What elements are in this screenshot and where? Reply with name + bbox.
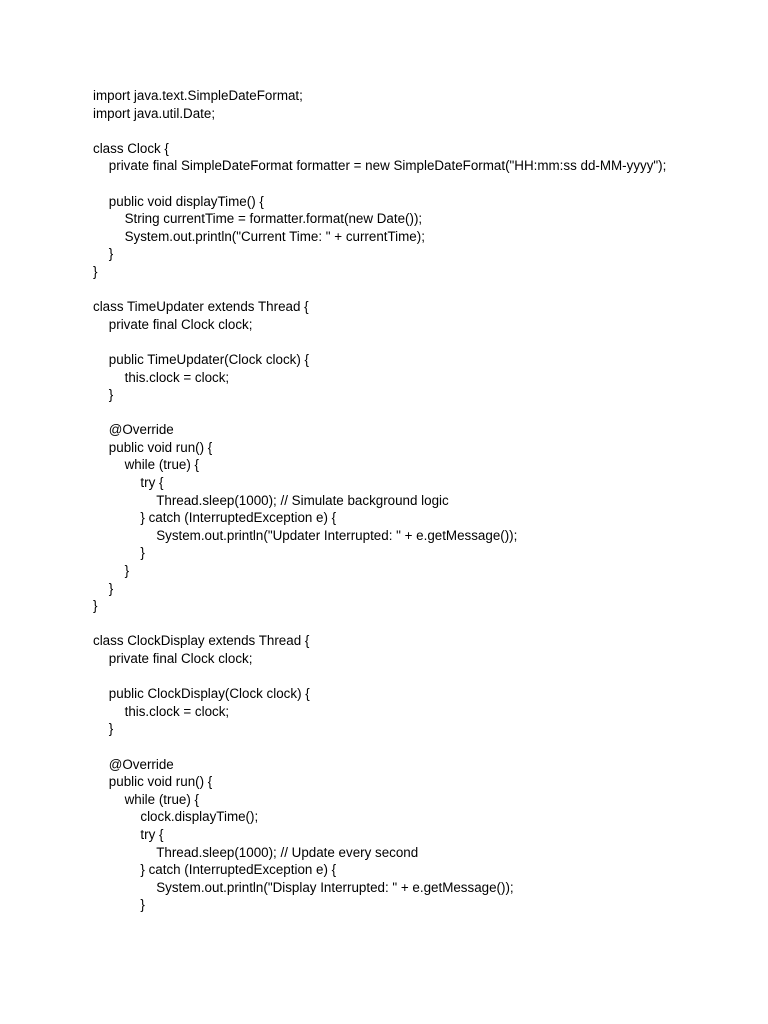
code-line: Thread.sleep(1000); // Simulate background logic xyxy=(156,492,449,508)
code-line: public void run() { xyxy=(108,774,213,790)
blank-line xyxy=(93,668,693,686)
code-line: } xyxy=(108,246,114,262)
blank-line xyxy=(93,333,693,351)
blank-line xyxy=(93,615,693,633)
code-line: clock.displayTime(); xyxy=(140,809,259,825)
code-line: import java.text.SimpleDateFormat; xyxy=(93,88,303,103)
code-line: try { xyxy=(140,475,164,491)
code-line: String currentTime = formatter.format(new Date()); xyxy=(124,211,423,227)
code-line: private final Clock clock; xyxy=(108,651,253,666)
code-line: public TimeUpdater(Clock clock) { xyxy=(108,351,309,367)
code-line: this.clock = clock; xyxy=(124,703,230,719)
code-line: public void run() { xyxy=(108,439,213,455)
code-line: private final Clock clock; xyxy=(108,316,253,332)
blank-line xyxy=(93,404,693,422)
blank-line xyxy=(93,122,693,140)
blank-line xyxy=(93,738,693,756)
code-line: } xyxy=(108,580,114,596)
code-line: } xyxy=(108,387,114,403)
code-line: } xyxy=(140,545,145,561)
blank-line xyxy=(93,281,693,299)
code-line: while (true) { xyxy=(124,457,200,473)
code-line: this.clock = clock; xyxy=(124,369,230,385)
code-line: try { xyxy=(140,826,164,842)
code-line: private final SimpleDateFormat formatter = new SimpleDateFormat("HH:mm:ss dd-MM-yyyy"); xyxy=(108,158,667,174)
code-line: } xyxy=(93,263,98,279)
code-line: class TimeUpdater extends Thread { xyxy=(93,299,309,315)
code-line: } xyxy=(108,721,114,737)
code-line: Thread.sleep(1000); // Update every second xyxy=(156,844,419,860)
code-line: } xyxy=(124,563,130,579)
code-line: import java.util.Date; xyxy=(93,105,216,121)
code-listing xyxy=(93,87,693,914)
code-line: } xyxy=(140,897,145,913)
code-line: class ClockDisplay extends Thread { xyxy=(93,633,310,649)
code-line: public ClockDisplay(Clock clock) { xyxy=(108,686,310,702)
blank-line xyxy=(93,175,693,193)
code-line: } catch (InterruptedException e) { xyxy=(140,862,337,878)
code-line: class Clock { xyxy=(93,140,169,156)
code-line: while (true) { xyxy=(124,791,200,807)
code-line: public void displayTime() { xyxy=(108,193,264,209)
code-line: System.out.println("Display Interrupted: " + e.getMessage()); xyxy=(156,879,514,895)
code-line: } xyxy=(93,598,98,614)
code-line: @Override xyxy=(108,422,174,438)
code-line: } catch (InterruptedException e) { xyxy=(140,510,337,526)
code-line: System.out.println("Current Time: " + currentTime); xyxy=(124,228,425,244)
code-line: System.out.println("Updater Interrupted: " + e.getMessage()); xyxy=(156,527,518,543)
code-line: @Override xyxy=(108,756,174,772)
